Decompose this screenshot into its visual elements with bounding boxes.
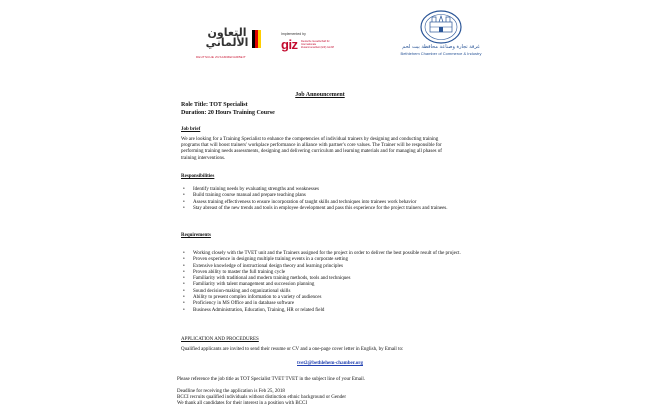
list-item: • Stay abreast of the new trends and tools in employee development and pass this experience for the project trainers and trainees.: [193, 206, 473, 212]
giz-wordmark: giz: [281, 37, 298, 52]
german-cooperation-logo: [196, 22, 266, 62]
role-title: Role Title: TOT Specialist: [181, 102, 248, 108]
list-item: • Proven ability to master the full training cycle: [193, 270, 473, 276]
requirements-heading: Requirements: [181, 233, 211, 238]
list-item: • Working closely with the TVET unit and the Trainers assigned for the project in order to deliver the best possible result of the project.: [193, 251, 473, 257]
giz-implemented-by: Implemented by: [281, 32, 306, 36]
flag-stripe-gold: [258, 30, 261, 48]
list-item: • Proven experience in designing multiple training events in a corporate setting: [193, 257, 473, 263]
list-item: • Extensive knowledge of instructional design theory and learning principles: [193, 264, 473, 270]
responsibilities-list: [179, 187, 473, 212]
list-item: • Proficiency in MS Office and in database software: [193, 301, 473, 307]
document-heading: Job Announcement: [295, 92, 345, 98]
job-brief-paragraph: We are looking for a Training Specialist to enhance the competencies of individual trainers by designing and conducting training programs that will boost trainers' workplace performance in alliance with partner's core values. The Trainer will be responsible for performing training needs assessments, designing and delivering curriculum and learning materials and for managing all phases of training interventions.: [181, 137, 442, 161]
application-email-link[interactable]: tvet2@bethlehem-chamber.org: [297, 361, 363, 366]
requirements-list: [179, 251, 473, 314]
list-item: • Build training course manual and prepare teaching plans: [193, 193, 473, 199]
duration: Duration: 20 Hours Training Course: [181, 110, 275, 116]
giz-fullname: Deutsche Gesellschaft für Internationale Zusammenarbeit (GIZ) GmbH: [301, 40, 335, 49]
bethlehem-chamber-logo: [396, 10, 486, 62]
coop-logo-german-text: DEUTSCHE ZUSAMMENARBEIT: [196, 55, 246, 59]
list-item: • Assess training effectiveness to ensure incorporation of taught skills and techniques into trainees work behavior: [193, 200, 473, 206]
reference-note: Please reference the job title as TOT Specialist TVET TVET in the subject line of your Email.: [177, 377, 366, 382]
chamber-name-arabic: غرفة تجارة وصناعة محافظة بيت لحم: [402, 44, 480, 50]
list-item: • Ability to present complex information to a variety of audiences: [193, 295, 473, 301]
list-item: • Identify training needs by evaluating strengths and weaknesses: [193, 187, 473, 193]
equal-opportunity-note: BCCI recruits qualified individuals without distinction ethnic background or Gender: [177, 395, 346, 400]
application-instructions: Qualified applicants are invited to send their resume or CV and a one-page cover letter in English, by Email to:: [181, 347, 404, 352]
job-brief-heading: Job brief: [181, 127, 201, 132]
giz-logo: [281, 32, 341, 54]
list-item: • Familiarity with traditional and modern training methods, tools and techniques: [193, 276, 473, 282]
application-heading: APPLICATION AND PROCEDURES: [181, 337, 259, 342]
deadline-text: Deadline for receiving the application is Feb 25, 2018: [177, 389, 285, 394]
thanks-note: We thank all candidates for their interest in a position with BCCI: [177, 401, 307, 406]
list-item: • Business Administration, Education, Training, HR or related field: [193, 308, 473, 314]
list-item: • Sound decision-making and organizational skills: [193, 289, 473, 295]
responsibilities-heading: Responsibilities: [181, 174, 215, 179]
list-item: • Familiarity with talent management and succession planning: [193, 282, 473, 288]
chamber-name-english: Bethlehem Chamber of Commerce & Industry: [400, 51, 482, 56]
coop-logo-arabic-text: التعاون الألماني: [205, 26, 249, 49]
chamber-emblem-icon: [396, 10, 486, 44]
